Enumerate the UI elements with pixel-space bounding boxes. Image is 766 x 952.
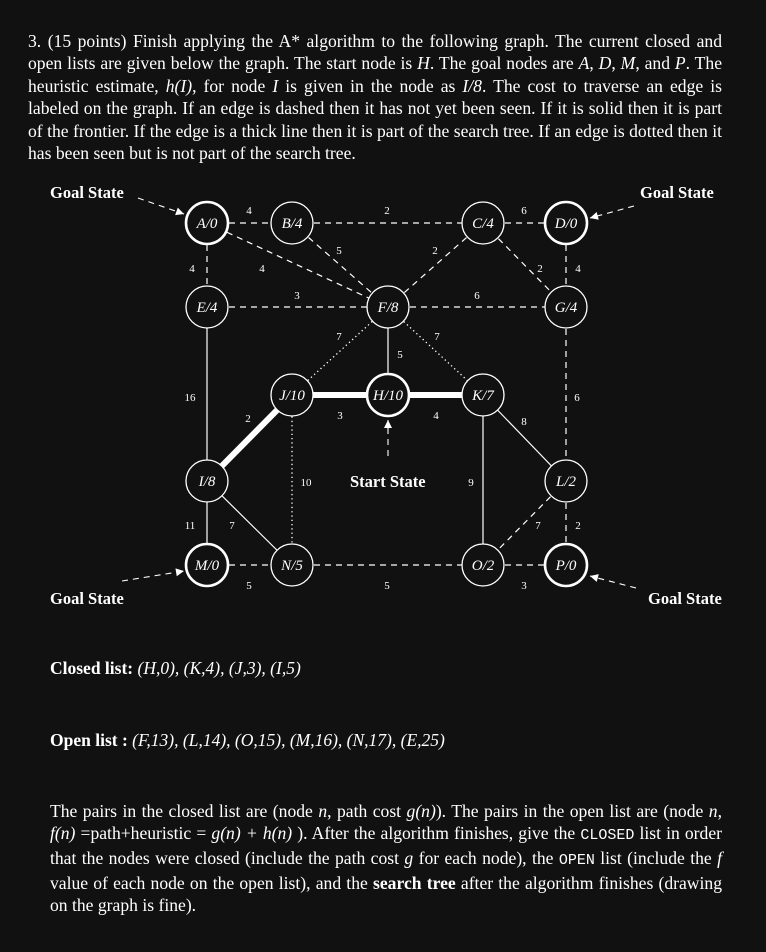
goal-arrow-a-head bbox=[175, 208, 184, 216]
goal-state-label-a: Goal State bbox=[50, 183, 124, 202]
node-b-label: B/4 bbox=[281, 216, 303, 232]
cost-l-p: 2 bbox=[575, 520, 581, 532]
cost-b-f: 5 bbox=[336, 245, 342, 257]
cost-j-i: 2 bbox=[245, 413, 251, 425]
node-p bbox=[545, 544, 587, 586]
cost-o-p: 3 bbox=[521, 580, 527, 592]
goal-arrow-m-head bbox=[175, 568, 184, 576]
cost-l-o: 7 bbox=[535, 520, 541, 532]
cost-j-h: 3 bbox=[337, 410, 343, 422]
closed-list bbox=[50, 658, 301, 679]
cost-i-n: 7 bbox=[229, 520, 235, 532]
node-k bbox=[462, 374, 504, 416]
cost-c-d: 6 bbox=[521, 205, 527, 217]
question-points: (15 points) bbox=[47, 31, 127, 51]
node-g-label: G/4 bbox=[554, 300, 578, 316]
goal-state-label-p: Goal State bbox=[648, 589, 722, 608]
node-d-label: D/0 bbox=[554, 216, 578, 232]
question-paragraph: 3. (15 points) Finish applying the A* algorithm to the following graph. The current closed and open lists are given below the graph. The start node is H. The goal nodes are A, D, M, and P. The heuristic estimate, h(I), for node I is given in the node as I/8. The cost to traverse an edge is labeled on the graph. If an edge is dashed then it has not yet been seen. If it is solid then it is part of the frontier. If the edge is a thick line then it is part of the search tree. If an edge is dotted then it has been seen but is not part of the search tree. bbox=[28, 31, 722, 164]
cost-c-f: 2 bbox=[432, 245, 438, 257]
goal-arrow-m bbox=[122, 571, 184, 581]
node-j-label: J/10 bbox=[279, 388, 305, 404]
goal-state-label-d: Goal State bbox=[640, 183, 714, 202]
open-list bbox=[50, 730, 445, 751]
closed-list-value: (H,0), (K,4), (J,3), (I,5) bbox=[137, 658, 301, 678]
node-h bbox=[367, 374, 409, 416]
node-l-label: L/2 bbox=[555, 474, 577, 490]
node-f bbox=[367, 286, 409, 328]
node-e-label: E/4 bbox=[196, 300, 218, 316]
goal-arrow-d-head bbox=[590, 212, 599, 220]
node-a-label: A/0 bbox=[196, 216, 218, 232]
cost-f-j: 7 bbox=[336, 331, 342, 343]
cost-a-b: 4 bbox=[246, 205, 252, 217]
cost-b-c: 2 bbox=[384, 205, 390, 217]
cost-k-o: 9 bbox=[468, 477, 474, 489]
cost-i-m: 11 bbox=[184, 520, 196, 532]
node-j bbox=[271, 374, 313, 416]
cost-j-n: 10 bbox=[300, 477, 312, 489]
open-list-label: Open list : bbox=[50, 730, 128, 750]
cost-f-h: 5 bbox=[397, 349, 403, 361]
cost-e-i: 16 bbox=[184, 392, 196, 404]
cost-g-l: 6 bbox=[574, 392, 580, 404]
instructions-paragraph: The pairs in the closed list are (node n, path cost g(n)). The pairs in the open list are (node n, f(n) =path+heuristic = g(n) + h(n) ). After the algorithm finishes, give the CLOSED list in order that the nodes were closed (include the path cost g for each node), the OPEN list (include the f value of each node on the open list), and the search tree after the algorithm finishes (drawing on the graph is fine). bbox=[50, 801, 722, 915]
cost-k-l: 8 bbox=[521, 416, 527, 428]
start-arrow-h-head bbox=[384, 420, 392, 428]
cost-e-f: 3 bbox=[294, 290, 300, 302]
node-i-label: I/8 bbox=[198, 474, 216, 490]
cost-m-n: 5 bbox=[246, 580, 252, 592]
cost-d-g: 4 bbox=[575, 263, 581, 275]
cost-f-k: 7 bbox=[434, 331, 440, 343]
node-a bbox=[186, 202, 228, 244]
node-p-label: P/0 bbox=[555, 558, 577, 574]
search-graph bbox=[0, 170, 766, 650]
node-o-label: O/2 bbox=[471, 558, 495, 574]
node-g bbox=[545, 286, 587, 328]
closed-list-label: Closed list: bbox=[50, 658, 134, 678]
goal-state-label-m: Goal State bbox=[50, 589, 124, 608]
goal-arrow-p-head bbox=[590, 574, 599, 582]
node-l bbox=[545, 460, 587, 502]
node-b bbox=[271, 202, 313, 244]
cost-h-k: 4 bbox=[433, 410, 439, 422]
cost-c-g: 2 bbox=[537, 263, 543, 275]
node-c-label: C/4 bbox=[472, 216, 494, 232]
node-k-label: K/7 bbox=[472, 388, 494, 404]
node-n bbox=[271, 544, 313, 586]
cost-n-o: 5 bbox=[384, 580, 390, 592]
start-state-label: Start State bbox=[350, 472, 426, 491]
cost-a-f: 4 bbox=[259, 263, 265, 275]
node-d bbox=[545, 202, 587, 244]
node-e bbox=[186, 286, 228, 328]
node-o bbox=[462, 544, 504, 586]
node-m bbox=[186, 544, 228, 586]
cost-a-e: 4 bbox=[189, 263, 195, 275]
node-n-label: N/5 bbox=[281, 558, 303, 574]
node-m-label: M/0 bbox=[194, 558, 220, 574]
node-c bbox=[462, 202, 504, 244]
cost-f-g: 6 bbox=[474, 290, 480, 302]
question-number: 3. bbox=[28, 31, 42, 51]
node-i bbox=[186, 460, 228, 502]
open-list-value: (F,13), (L,14), (O,15), (M,16), (N,17), (E,25) bbox=[132, 730, 445, 750]
node-h-label: H/10 bbox=[373, 388, 403, 404]
graph-nodes bbox=[186, 202, 587, 586]
node-f-label: F/8 bbox=[377, 300, 399, 316]
